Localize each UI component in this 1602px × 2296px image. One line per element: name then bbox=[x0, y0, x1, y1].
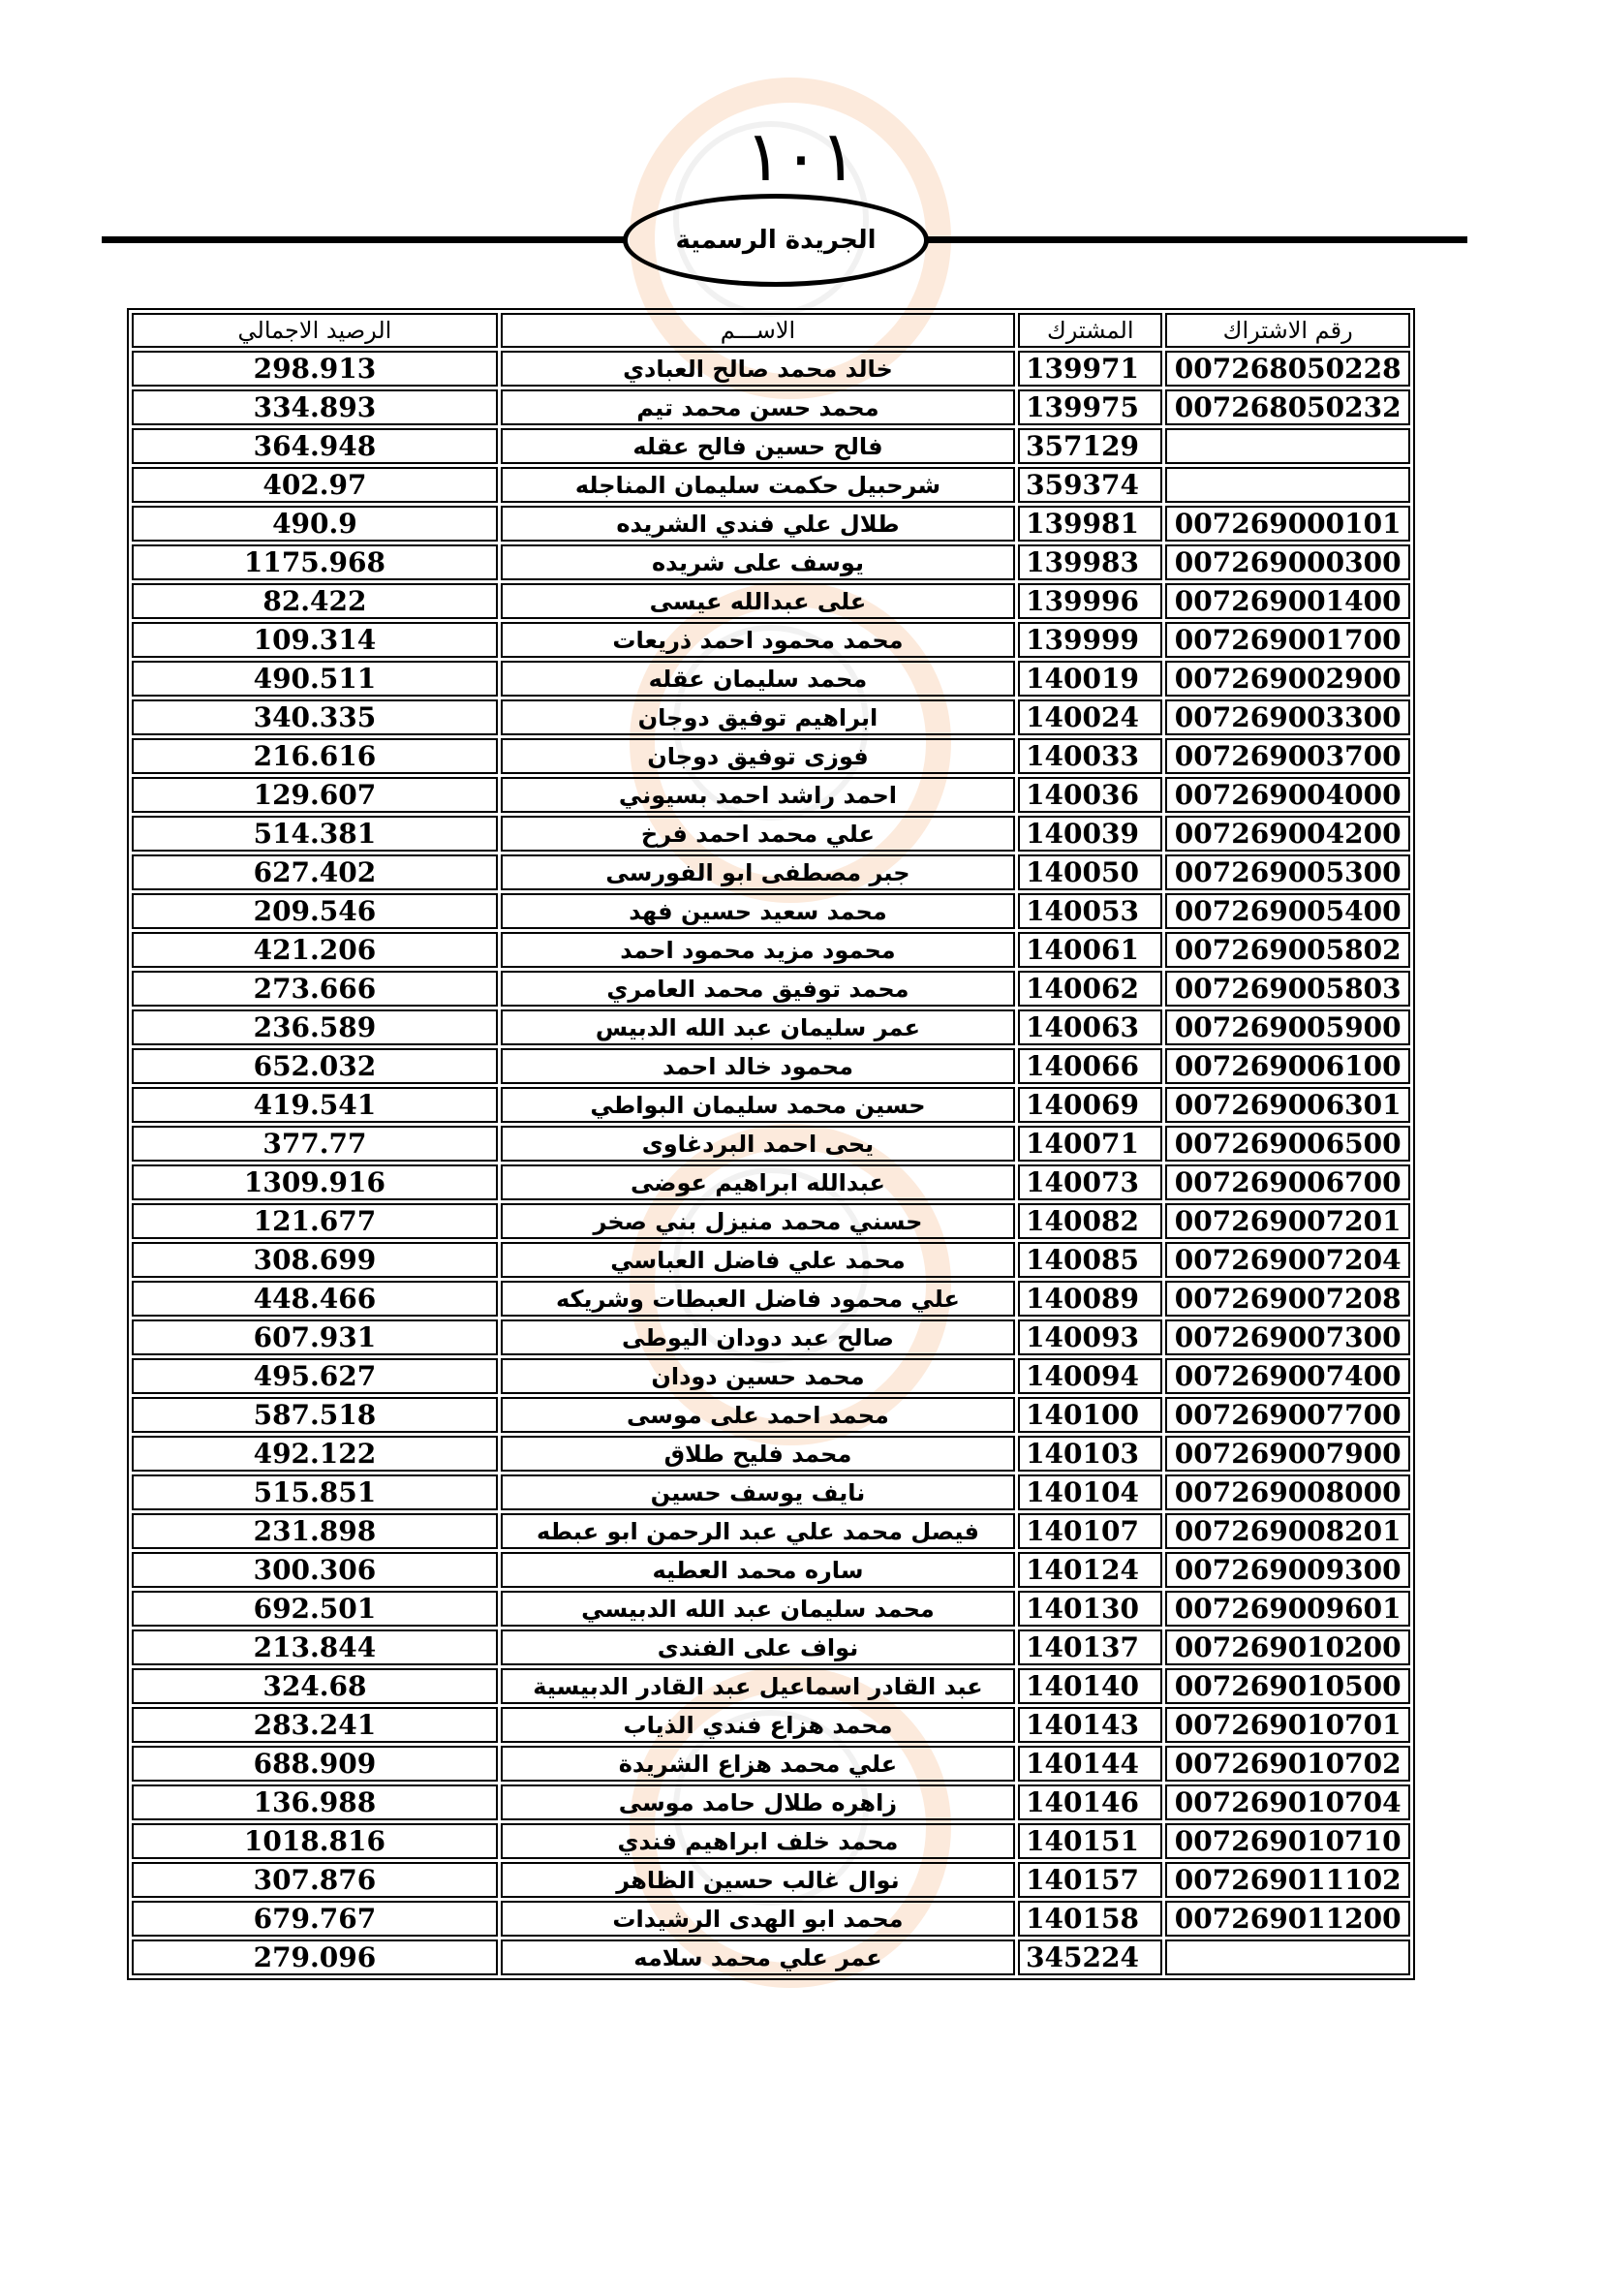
cell-name: محمد خلف ابراهيم فندي bbox=[501, 1823, 1015, 1859]
cell-total-balance: 1175.968 bbox=[132, 544, 498, 580]
table-row bbox=[132, 428, 1410, 464]
cell-total-balance: 607.931 bbox=[132, 1319, 498, 1355]
cell-account-number: 007269010702 bbox=[1165, 1746, 1410, 1782]
cell-total-balance: 136.988 bbox=[132, 1784, 498, 1820]
cell-account-number: 007269007900 bbox=[1165, 1436, 1410, 1472]
cell-account-number: 007269008000 bbox=[1165, 1474, 1410, 1510]
cell-subscriber: 139981 bbox=[1018, 506, 1162, 542]
table-row bbox=[132, 1048, 1410, 1084]
page-number: ١٠١ bbox=[744, 115, 857, 197]
cell-total-balance: 692.501 bbox=[132, 1591, 498, 1627]
cell-subscriber: 140103 bbox=[1018, 1436, 1162, 1472]
cell-name: فالح حسين فالح عقله bbox=[501, 428, 1015, 464]
header-rule-right bbox=[925, 236, 1467, 243]
cell-account-number: 007269006700 bbox=[1165, 1164, 1410, 1200]
cell-total-balance: 490.9 bbox=[132, 506, 498, 542]
cell-name: محمد حسن محمد تيم bbox=[501, 389, 1015, 425]
cell-subscriber: 359374 bbox=[1018, 467, 1162, 503]
table-row bbox=[132, 1862, 1410, 1898]
cell-account-number: 007269010200 bbox=[1165, 1629, 1410, 1665]
cell-account-number: 007269006100 bbox=[1165, 1048, 1410, 1084]
table-row bbox=[132, 1203, 1410, 1239]
cell-total-balance: 340.335 bbox=[132, 699, 498, 735]
cell-subscriber: 140033 bbox=[1018, 738, 1162, 774]
cell-total-balance: 129.607 bbox=[132, 777, 498, 813]
cell-total-balance: 490.511 bbox=[132, 661, 498, 697]
cell-account-number: 007269007700 bbox=[1165, 1397, 1410, 1433]
cell-account-number: 007269010701 bbox=[1165, 1707, 1410, 1743]
cell-account-number: 007269010500 bbox=[1165, 1668, 1410, 1704]
cell-name: خالد محمد صالح العبادي bbox=[501, 351, 1015, 387]
table-row bbox=[132, 1746, 1410, 1782]
cell-subscriber: 140063 bbox=[1018, 1009, 1162, 1045]
cell-account-number: 007268050228 bbox=[1165, 351, 1410, 387]
column-header-subscriber: المشترك bbox=[1018, 313, 1162, 348]
cell-subscriber: 140104 bbox=[1018, 1474, 1162, 1510]
column-header-total-balance: الرصيد الاجمالي bbox=[132, 313, 498, 348]
cell-account-number: 007269001400 bbox=[1165, 583, 1410, 619]
cell-name: محمد سعيد حسين فهد bbox=[501, 893, 1015, 929]
cell-name: محمد سليمان عقله bbox=[501, 661, 1015, 697]
cell-account-number bbox=[1165, 467, 1410, 503]
cell-account-number: 007269010710 bbox=[1165, 1823, 1410, 1859]
cell-total-balance: 231.898 bbox=[132, 1513, 498, 1549]
cell-subscriber: 140137 bbox=[1018, 1629, 1162, 1665]
cell-total-balance: 283.241 bbox=[132, 1707, 498, 1743]
cell-total-balance: 1018.816 bbox=[132, 1823, 498, 1859]
table-row bbox=[132, 1087, 1410, 1123]
cell-account-number: 007269005300 bbox=[1165, 854, 1410, 890]
cell-account-number: 007269007400 bbox=[1165, 1358, 1410, 1394]
cell-total-balance: 515.851 bbox=[132, 1474, 498, 1510]
cell-total-balance: 121.677 bbox=[132, 1203, 498, 1239]
table-row bbox=[132, 971, 1410, 1007]
cell-account-number bbox=[1165, 1939, 1410, 1975]
table-row bbox=[132, 1009, 1410, 1045]
cell-subscriber: 139996 bbox=[1018, 583, 1162, 619]
cell-total-balance: 652.032 bbox=[132, 1048, 498, 1084]
cell-total-balance: 419.541 bbox=[132, 1087, 498, 1123]
cell-name: نايف يوسف حسين bbox=[501, 1474, 1015, 1510]
table-row bbox=[132, 1707, 1410, 1743]
cell-name: زاهره طلال حامد موسى bbox=[501, 1784, 1015, 1820]
table-row bbox=[132, 1823, 1410, 1859]
cell-subscriber: 140050 bbox=[1018, 854, 1162, 890]
cell-subscriber: 140100 bbox=[1018, 1397, 1162, 1433]
table-row bbox=[132, 583, 1410, 619]
cell-subscriber: 140146 bbox=[1018, 1784, 1162, 1820]
cell-subscriber: 140073 bbox=[1018, 1164, 1162, 1200]
column-header-name: الاســـم bbox=[501, 313, 1015, 348]
cell-subscriber: 139975 bbox=[1018, 389, 1162, 425]
cell-account-number: 007269011200 bbox=[1165, 1901, 1410, 1937]
cell-total-balance: 627.402 bbox=[132, 854, 498, 890]
table-row bbox=[132, 1668, 1410, 1704]
cell-subscriber: 140144 bbox=[1018, 1746, 1162, 1782]
table-row bbox=[132, 1939, 1410, 1975]
table-row bbox=[132, 467, 1410, 503]
cell-total-balance: 279.096 bbox=[132, 1939, 498, 1975]
cell-name: شرحبيل حكمت سليمان المناجله bbox=[501, 467, 1015, 503]
table-row bbox=[132, 1629, 1410, 1665]
cell-subscriber: 140066 bbox=[1018, 1048, 1162, 1084]
cell-subscriber: 140143 bbox=[1018, 1707, 1162, 1743]
cell-account-number: 007269002900 bbox=[1165, 661, 1410, 697]
cell-account-number: 007269007201 bbox=[1165, 1203, 1410, 1239]
cell-total-balance: 514.381 bbox=[132, 816, 498, 852]
cell-total-balance: 236.589 bbox=[132, 1009, 498, 1045]
cell-name: محمد هزاع فندي الذياب bbox=[501, 1707, 1015, 1743]
cell-name: على عبدالله عيسى bbox=[501, 583, 1015, 619]
table-row bbox=[132, 1281, 1410, 1317]
table-row bbox=[132, 1397, 1410, 1433]
cell-total-balance: 688.909 bbox=[132, 1746, 498, 1782]
cell-name: محمد ابو الهدى الرشيدات bbox=[501, 1901, 1015, 1937]
cell-subscriber: 357129 bbox=[1018, 428, 1162, 464]
cell-subscriber: 140093 bbox=[1018, 1319, 1162, 1355]
cell-subscriber: 140082 bbox=[1018, 1203, 1162, 1239]
table-row bbox=[132, 699, 1410, 735]
cell-name: طلال علي فندي الشريده bbox=[501, 506, 1015, 542]
cell-name: عمر علي محمد سلامه bbox=[501, 1939, 1015, 1975]
cell-account-number: 007269007204 bbox=[1165, 1242, 1410, 1278]
cell-subscriber: 140158 bbox=[1018, 1901, 1162, 1937]
header-rule-left bbox=[102, 236, 625, 243]
cell-account-number: 007269009300 bbox=[1165, 1552, 1410, 1588]
gazette-title-oval bbox=[623, 194, 929, 287]
cell-total-balance: 402.97 bbox=[132, 467, 498, 503]
cell-total-balance: 308.699 bbox=[132, 1242, 498, 1278]
table-row bbox=[132, 351, 1410, 387]
cell-subscriber: 140069 bbox=[1018, 1087, 1162, 1123]
cell-subscriber: 140140 bbox=[1018, 1668, 1162, 1704]
cell-subscriber: 140071 bbox=[1018, 1126, 1162, 1162]
cell-account-number: 007269004200 bbox=[1165, 816, 1410, 852]
cell-account-number: 007269010704 bbox=[1165, 1784, 1410, 1820]
cell-subscriber: 139999 bbox=[1018, 622, 1162, 658]
cell-subscriber: 140130 bbox=[1018, 1591, 1162, 1627]
cell-subscriber: 139983 bbox=[1018, 544, 1162, 580]
subscribers-table bbox=[127, 308, 1415, 1980]
cell-account-number: 007269000300 bbox=[1165, 544, 1410, 580]
table-row bbox=[132, 1591, 1410, 1627]
cell-subscriber: 140089 bbox=[1018, 1281, 1162, 1317]
cell-total-balance: 82.422 bbox=[132, 583, 498, 619]
cell-account-number: 007269005400 bbox=[1165, 893, 1410, 929]
cell-total-balance: 1309.916 bbox=[132, 1164, 498, 1200]
cell-subscriber: 140024 bbox=[1018, 699, 1162, 735]
cell-account-number: 007269009601 bbox=[1165, 1591, 1410, 1627]
cell-subscriber: 140061 bbox=[1018, 932, 1162, 968]
cell-total-balance: 364.948 bbox=[132, 428, 498, 464]
cell-name: علي محمود فاضل العبطات وشريكه bbox=[501, 1281, 1015, 1317]
cell-name: احمد راشد احمد بسيوني bbox=[501, 777, 1015, 813]
cell-name: عبدالله ابراهيم عوضى bbox=[501, 1164, 1015, 1200]
cell-subscriber: 140036 bbox=[1018, 777, 1162, 813]
table-row bbox=[132, 544, 1410, 580]
cell-name: محمد سليمان عبد الله الدبيسي bbox=[501, 1591, 1015, 1627]
table-row bbox=[132, 738, 1410, 774]
table-row bbox=[132, 1164, 1410, 1200]
cell-name: محمد توفيق محمد العامري bbox=[501, 971, 1015, 1007]
cell-name: فوزى توفيق دوجان bbox=[501, 738, 1015, 774]
cell-name: علي محمد هزاع الشريدة bbox=[501, 1746, 1015, 1782]
cell-account-number: 007269007208 bbox=[1165, 1281, 1410, 1317]
cell-account-number: 007269006500 bbox=[1165, 1126, 1410, 1162]
cell-account-number: 007269001700 bbox=[1165, 622, 1410, 658]
cell-account-number: 007269000101 bbox=[1165, 506, 1410, 542]
cell-total-balance: 213.844 bbox=[132, 1629, 498, 1665]
cell-subscriber: 140124 bbox=[1018, 1552, 1162, 1588]
cell-total-balance: 273.666 bbox=[132, 971, 498, 1007]
cell-subscriber: 140157 bbox=[1018, 1862, 1162, 1898]
cell-total-balance: 298.913 bbox=[132, 351, 498, 387]
table-row bbox=[132, 389, 1410, 425]
cell-account-number: 007268050232 bbox=[1165, 389, 1410, 425]
cell-total-balance: 679.767 bbox=[132, 1901, 498, 1937]
cell-account-number: 007269005803 bbox=[1165, 971, 1410, 1007]
cell-name: محمود مزيد محمود احمد bbox=[501, 932, 1015, 968]
cell-name: صالح عبد دودان اليوطى bbox=[501, 1319, 1015, 1355]
cell-name: نواف على الفندى bbox=[501, 1629, 1015, 1665]
cell-account-number: 007269006301 bbox=[1165, 1087, 1410, 1123]
cell-name: ابراهيم توفيق دوجان bbox=[501, 699, 1015, 735]
table-row bbox=[132, 777, 1410, 813]
cell-subscriber: 140107 bbox=[1018, 1513, 1162, 1549]
cell-subscriber: 345224 bbox=[1018, 1939, 1162, 1975]
cell-total-balance: 421.206 bbox=[132, 932, 498, 968]
cell-name: يحى احمد البردغاوى bbox=[501, 1126, 1015, 1162]
table-row bbox=[132, 506, 1410, 542]
cell-name: يوسف على شريده bbox=[501, 544, 1015, 580]
cell-subscriber: 140151 bbox=[1018, 1823, 1162, 1859]
cell-total-balance: 300.306 bbox=[132, 1552, 498, 1588]
table-row bbox=[132, 893, 1410, 929]
cell-name: حسني محمد منيزل بني صخر bbox=[501, 1203, 1015, 1239]
cell-total-balance: 216.616 bbox=[132, 738, 498, 774]
cell-name: محمود خالد احمد bbox=[501, 1048, 1015, 1084]
cell-name: محمد حسين دودان bbox=[501, 1358, 1015, 1394]
cell-name: محمد احمد على موسى bbox=[501, 1397, 1015, 1433]
cell-name: ساره محمد العطيه bbox=[501, 1552, 1015, 1588]
cell-total-balance: 334.893 bbox=[132, 389, 498, 425]
cell-total-balance: 109.314 bbox=[132, 622, 498, 658]
cell-name: جبر مصطفى ابو الفورسى bbox=[501, 854, 1015, 890]
table-row bbox=[132, 622, 1410, 658]
table-row bbox=[132, 1319, 1410, 1355]
cell-total-balance: 324.68 bbox=[132, 1668, 498, 1704]
table-row bbox=[132, 1513, 1410, 1549]
cell-account-number: 007269007300 bbox=[1165, 1319, 1410, 1355]
table-row bbox=[132, 1126, 1410, 1162]
cell-total-balance: 492.122 bbox=[132, 1436, 498, 1472]
table-row bbox=[132, 932, 1410, 968]
cell-subscriber: 139971 bbox=[1018, 351, 1162, 387]
cell-name: محمد علي فاضل العباسي bbox=[501, 1242, 1015, 1278]
table-row bbox=[132, 854, 1410, 890]
cell-name: علي محمد احمد فرخ bbox=[501, 816, 1015, 852]
cell-subscriber: 140019 bbox=[1018, 661, 1162, 697]
cell-subscriber: 140085 bbox=[1018, 1242, 1162, 1278]
cell-total-balance: 495.627 bbox=[132, 1358, 498, 1394]
cell-subscriber: 140053 bbox=[1018, 893, 1162, 929]
cell-subscriber: 140062 bbox=[1018, 971, 1162, 1007]
table-row bbox=[132, 1552, 1410, 1588]
cell-total-balance: 307.876 bbox=[132, 1862, 498, 1898]
table-row bbox=[132, 1784, 1410, 1820]
cell-account-number: 007269004000 bbox=[1165, 777, 1410, 813]
cell-name: عمر سليمان عبد الله الدبيس bbox=[501, 1009, 1015, 1045]
cell-account-number: 007269005900 bbox=[1165, 1009, 1410, 1045]
cell-name: محمد فليح طلاق bbox=[501, 1436, 1015, 1472]
table-row bbox=[132, 661, 1410, 697]
table-row bbox=[132, 816, 1410, 852]
cell-account-number: 007269003300 bbox=[1165, 699, 1410, 735]
cell-name: فيصل محمد علي عبد الرحمن ابو عبطه bbox=[501, 1513, 1015, 1549]
cell-account-number: 007269008201 bbox=[1165, 1513, 1410, 1549]
cell-name: عبد القادر اسماعيل عبد القادر الدبيسية bbox=[501, 1668, 1015, 1704]
table-row bbox=[132, 1474, 1410, 1510]
cell-account-number: 007269003700 bbox=[1165, 738, 1410, 774]
cell-subscriber: 140094 bbox=[1018, 1358, 1162, 1394]
table-row bbox=[132, 1901, 1410, 1937]
table-row bbox=[132, 1242, 1410, 1278]
cell-total-balance: 209.546 bbox=[132, 893, 498, 929]
cell-total-balance: 587.518 bbox=[132, 1397, 498, 1433]
cell-name: حسين محمد سليمان البواطي bbox=[501, 1087, 1015, 1123]
table-row bbox=[132, 1436, 1410, 1472]
table-header-row bbox=[132, 313, 1410, 348]
cell-subscriber: 140039 bbox=[1018, 816, 1162, 852]
cell-account-number bbox=[1165, 428, 1410, 464]
cell-name: نوال غالب حسين الظاهر bbox=[501, 1862, 1015, 1898]
cell-account-number: 007269011102 bbox=[1165, 1862, 1410, 1898]
cell-name: محمد محمود احمد ذريعات bbox=[501, 622, 1015, 658]
cell-total-balance: 448.466 bbox=[132, 1281, 498, 1317]
column-header-account-number: رقم الاشتراك bbox=[1165, 313, 1410, 348]
table-row bbox=[132, 1358, 1410, 1394]
cell-account-number: 007269005802 bbox=[1165, 932, 1410, 968]
cell-total-balance: 377.77 bbox=[132, 1126, 498, 1162]
gazette-title: الجريدة الرسمية bbox=[675, 226, 877, 255]
